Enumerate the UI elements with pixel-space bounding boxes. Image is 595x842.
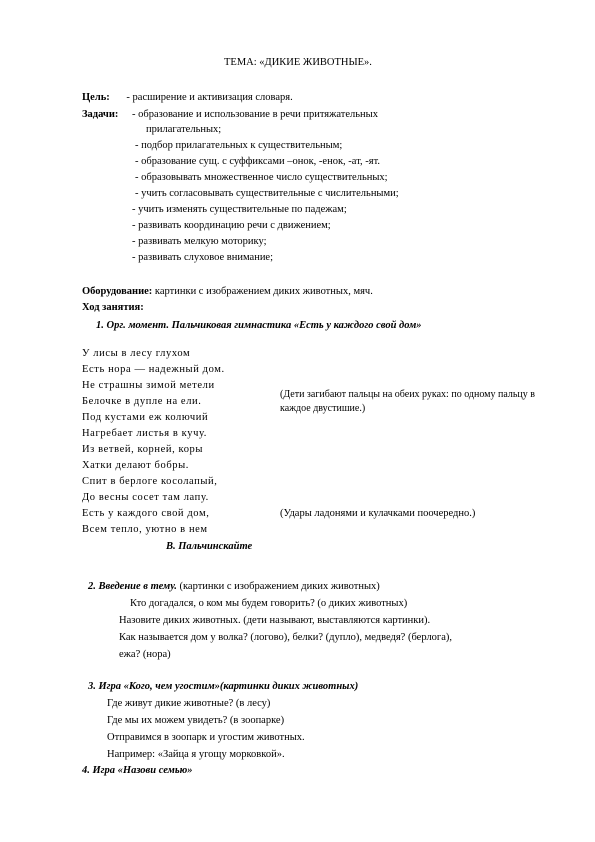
poem-line: Белочке в дупле на ели. [82,396,202,407]
section2-line: Кто догадался, о ком мы будем говорить? (о диких животных) [130,598,408,609]
section2-line: Как называется дом у волка? (логово), белки? (дупло), медведя? (берлога), [119,632,453,643]
section4-heading: 4. Игра «Назови семью» [82,765,193,776]
goal-text: - расширение и активизация словаря. [126,92,293,103]
equipment-label: Оборудование: [82,286,153,297]
section2-line: Назовите диких животных. (дети называют, выставляются картинки). [119,615,431,626]
task-item: - подбор прилагательных к существительным; [135,140,343,151]
poem-line: Под кустами еж колючий [82,412,209,423]
task-item: - развивать мелкую моторику; [132,236,267,247]
equipment-row [82,285,373,298]
poem-line: Не страшны зимой метели [82,380,215,391]
goal-label: Цель: [82,92,110,103]
gesture-note: каждое двустишие.) [280,403,366,414]
section3-heading: 3. Игра «Кого, чем угостим»(картинки диких животных) [88,681,359,692]
poem-line: Есть нора — надежный дом. [82,364,225,375]
gesture-note: (Удары ладонями и кулачками поочередно.) [280,508,476,519]
task-item: - развивать слуховое внимание; [132,252,274,263]
poem-line: Спит в берлоге косолапый, [82,476,218,487]
task-item: - образование и использование в речи притяжательных [132,109,378,120]
section2-heading-row [88,580,380,593]
section2-heading-rest: (картинки с изображением диких животных) [176,581,380,592]
section2-line: ежа? (нора) [119,649,171,660]
equipment-text: картинки с изображением диких животных, мяч. [154,286,373,297]
task-item: - учить согласовывать существительные с числительными; [135,188,399,199]
task-item: - образовывать множественное число существительных; [135,172,388,183]
goal-row [82,91,293,104]
task-item: - учить изменять существительные по падежам; [132,204,347,215]
section1-heading: 1. Орг. момент. Пальчиковая гимнастика «Есть у каждого свой дом» [96,320,422,331]
tasks-label: Задачи: [82,109,119,120]
section3-line: Например: «Зайца я угощу морковкой». [107,749,285,760]
poem-line: У лисы в лесу глухом [82,348,191,359]
task-item: - образование сущ. с суффиксами –онок, -енок, -ат, -ят. [135,156,380,167]
gesture-note: (Дети загибают пальцы на обеих руках: по одному пальцу в [280,389,535,400]
section3-line: Отправимся в зоопарк и угостим животных. [107,732,305,743]
section3-line: Где живут дикие животные? (в лесу) [107,698,271,709]
poem-line: Всем тепло, уютно в нем [82,524,208,535]
poem-line: Хатки делают бобры. [82,460,189,471]
section2-heading: 2. Введение в тему. [88,581,177,592]
poem-author: В. Пальчинскайте [166,541,253,552]
poem-line: До весны сосет там лапу. [82,492,209,503]
poem-line: Нагребает листья в кучу. [82,428,207,439]
task-item: - развивать координацию речи с движением; [132,220,331,231]
task-item: прилагательных; [146,124,222,135]
poem-line: Есть у каждого свой дом, [82,508,210,519]
progress-heading: Ход занятия: [82,302,144,313]
poem-line: Из ветвей, корней, коры [82,444,204,455]
section3-line: Где мы их можем увидеть? (в зоопарке) [107,715,285,726]
page-title: ТЕМА: «ДИКИЕ ЖИВОТНЫЕ». [224,57,372,68]
